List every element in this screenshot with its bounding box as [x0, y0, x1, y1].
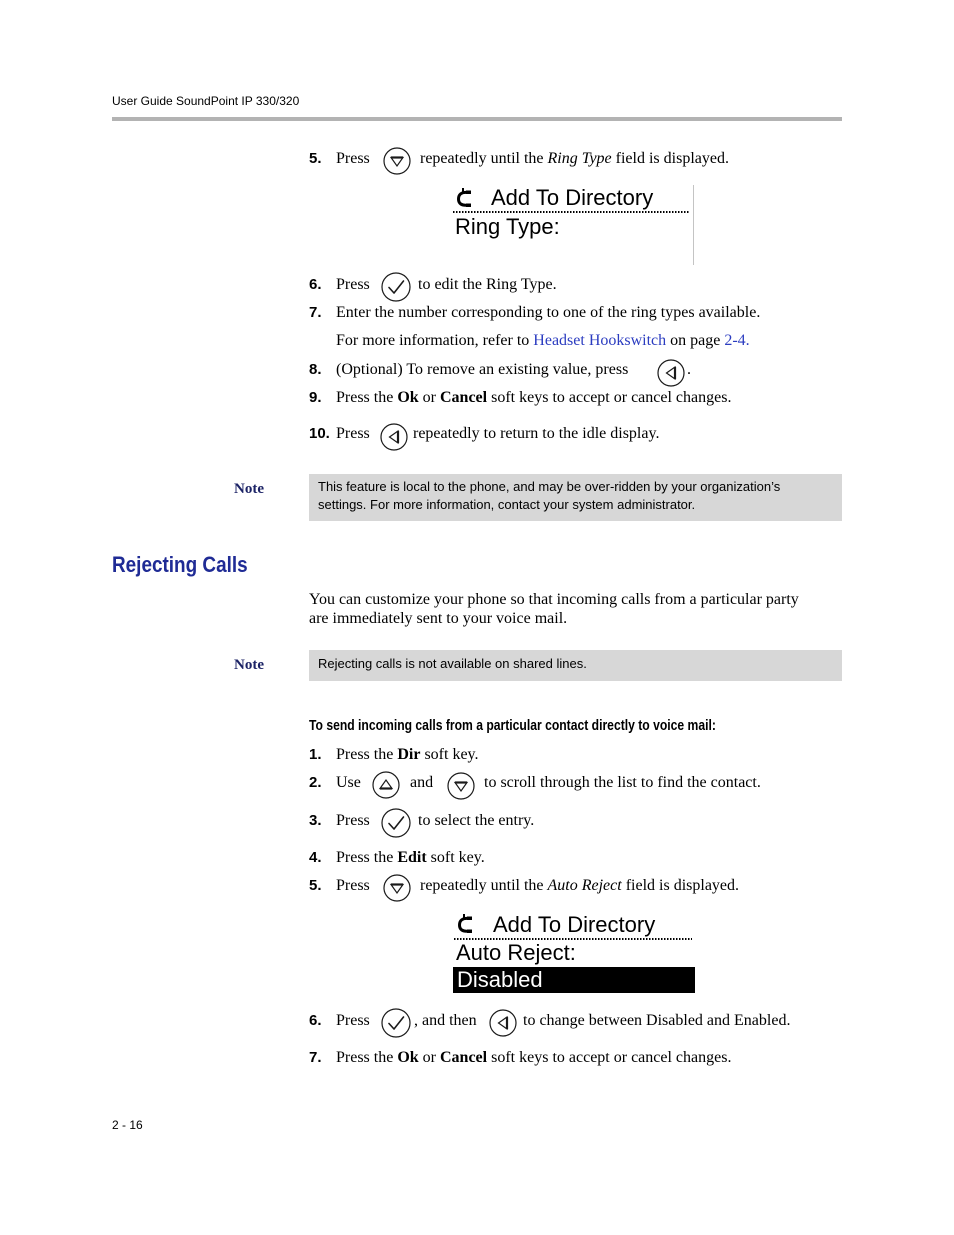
screen-title: Add To Directory	[493, 912, 656, 937]
edit-soft-key-name: Edit	[397, 849, 427, 866]
step-number: 7.	[309, 304, 322, 321]
step-text	[336, 388, 731, 408]
step-b4	[0, 848, 954, 868]
step-text: Press	[336, 812, 370, 829]
running-header: User Guide SoundPoint IP 330/320	[112, 94, 300, 108]
step-b1	[0, 745, 954, 765]
headset-hookswitch-link[interactable]: Headset Hookswitch	[533, 332, 667, 349]
step-text-part: Press the	[336, 849, 398, 866]
step-number: 2.	[309, 774, 322, 791]
step-text-part: field is displayed.	[611, 150, 729, 167]
header-rule	[112, 117, 842, 121]
step-text: (Optional) To remove an existing value, press	[336, 361, 629, 378]
step-text-part: or	[418, 1049, 440, 1066]
step-text: to change between Disabled and Enabled.	[523, 1012, 791, 1029]
field-name: Ring Type	[547, 150, 612, 167]
ok-soft-key-name: Ok	[397, 1049, 419, 1066]
left-arrow-key-icon	[489, 1009, 517, 1037]
step-text-end: .	[687, 361, 691, 378]
step-a7	[0, 303, 954, 323]
step-number: 9.	[309, 389, 322, 406]
step-a7-more-info	[0, 331, 954, 351]
screen-selected-value: Disabled	[457, 967, 543, 992]
step-number: 10.	[309, 425, 330, 442]
intro-paragraph-line: are immediately sent to your voice mail.	[309, 610, 568, 627]
note-label: Note	[234, 657, 264, 673]
step-text: to select the entry.	[418, 812, 535, 829]
phone-handset-icon	[456, 914, 472, 935]
cancel-soft-key-name: Cancel	[440, 389, 488, 406]
step-b5	[0, 876, 954, 896]
step-text: , and then	[414, 1012, 477, 1029]
step-text	[420, 876, 739, 896]
left-arrow-key-icon	[657, 359, 685, 387]
step-a10	[0, 424, 954, 444]
step-text-part: repeatedly until the	[420, 150, 548, 167]
screen-selected-row	[453, 967, 695, 993]
step-text	[336, 848, 485, 868]
step-text: Press	[336, 877, 370, 894]
step-number: 6.	[309, 276, 322, 293]
note-text-line: settings. For more information, contact your system administrator.	[318, 497, 696, 512]
phone-screen-auto-reject	[453, 912, 695, 993]
left-arrow-key-icon	[380, 423, 408, 451]
step-text-part: or	[418, 389, 440, 406]
screen-title-divider	[453, 211, 690, 213]
step-text: Press	[336, 425, 370, 442]
page-reference-link[interactable]: 2-4	[724, 332, 746, 349]
phone-screen-ring-type	[452, 185, 694, 265]
step-text: to scroll through the list to find the contact.	[484, 774, 761, 791]
phone-handset-icon	[455, 188, 471, 209]
step-text-part: repeatedly until the	[420, 877, 548, 894]
step-b2	[0, 773, 954, 793]
step-a9	[0, 388, 954, 408]
step-b7	[0, 1048, 954, 1068]
step-number: 5.	[309, 150, 322, 167]
check-select-key-icon	[381, 808, 411, 838]
screen-field-label: Auto Reject:	[456, 940, 576, 965]
more-info-part: on page	[666, 332, 725, 349]
step-text: Enter the number corresponding to one of the ring types available.	[336, 304, 761, 321]
screen-field-label: Ring Type:	[455, 214, 560, 239]
step-number: 1.	[309, 746, 322, 763]
more-info-part: For more information, refer to	[336, 332, 534, 349]
step-text: and	[410, 774, 434, 791]
step-number: 4.	[309, 849, 322, 866]
step-text-part: soft keys to accept or cancel changes.	[487, 1049, 732, 1066]
step-b3	[0, 811, 954, 831]
step-text-part: soft key.	[420, 746, 479, 763]
check-select-key-icon	[381, 272, 411, 302]
step-text-part: soft key.	[426, 849, 485, 866]
step-number: 6.	[309, 1012, 322, 1029]
step-text: repeatedly to return to the idle display.	[413, 425, 660, 442]
step-text: Press	[336, 150, 370, 167]
step-text: Press	[336, 1012, 370, 1029]
more-info-part: .	[745, 332, 750, 349]
step-text: to edit the Ring Type.	[418, 276, 557, 293]
step-text-part: Press the	[336, 1049, 398, 1066]
note-label: Note	[234, 481, 264, 497]
step-a6	[0, 275, 954, 295]
step-number: 3.	[309, 812, 322, 829]
step-a5	[0, 149, 954, 169]
step-text	[420, 149, 729, 169]
step-number: 5.	[309, 877, 322, 894]
note-text-line: This feature is local to the phone, and may be over-ridden by your organization’s	[318, 479, 781, 494]
down-arrow-key-icon	[383, 874, 411, 902]
section-heading: Rejecting Calls	[112, 552, 248, 577]
step-text-part: Press the	[336, 389, 398, 406]
page-number: 2 - 16	[112, 1118, 143, 1132]
step-number: 8.	[309, 361, 322, 378]
step-text-part: Press the	[336, 746, 398, 763]
screen-title: Add To Directory	[491, 185, 654, 210]
step-text	[336, 745, 479, 765]
step-text-part: field is displayed.	[621, 877, 740, 894]
step-text: Press	[336, 276, 370, 293]
procedure-title: To send incoming calls from a particular contact directly to voice mail:	[309, 717, 716, 734]
ok-soft-key-name: Ok	[397, 389, 419, 406]
more-info-text	[336, 331, 750, 351]
step-number: 7.	[309, 1049, 322, 1066]
up-arrow-key-icon	[372, 771, 400, 799]
step-a8	[0, 360, 954, 380]
dir-soft-key-name: Dir	[397, 746, 421, 763]
note-text-line: Rejecting calls is not available on shared lines.	[318, 656, 587, 671]
down-arrow-key-icon	[447, 772, 475, 800]
step-text-part: soft keys to accept or cancel changes.	[487, 389, 732, 406]
intro-paragraph-line: You can customize your phone so that incoming calls from a particular party	[309, 591, 799, 608]
step-text	[336, 1048, 731, 1068]
note-box	[309, 650, 842, 681]
note-box	[309, 474, 842, 521]
cancel-soft-key-name: Cancel	[440, 1049, 488, 1066]
check-select-key-icon	[381, 1008, 411, 1038]
field-name: Auto Reject	[547, 877, 622, 894]
down-arrow-key-icon	[383, 147, 411, 175]
step-b6	[0, 1011, 954, 1031]
step-text: Use	[336, 774, 361, 791]
